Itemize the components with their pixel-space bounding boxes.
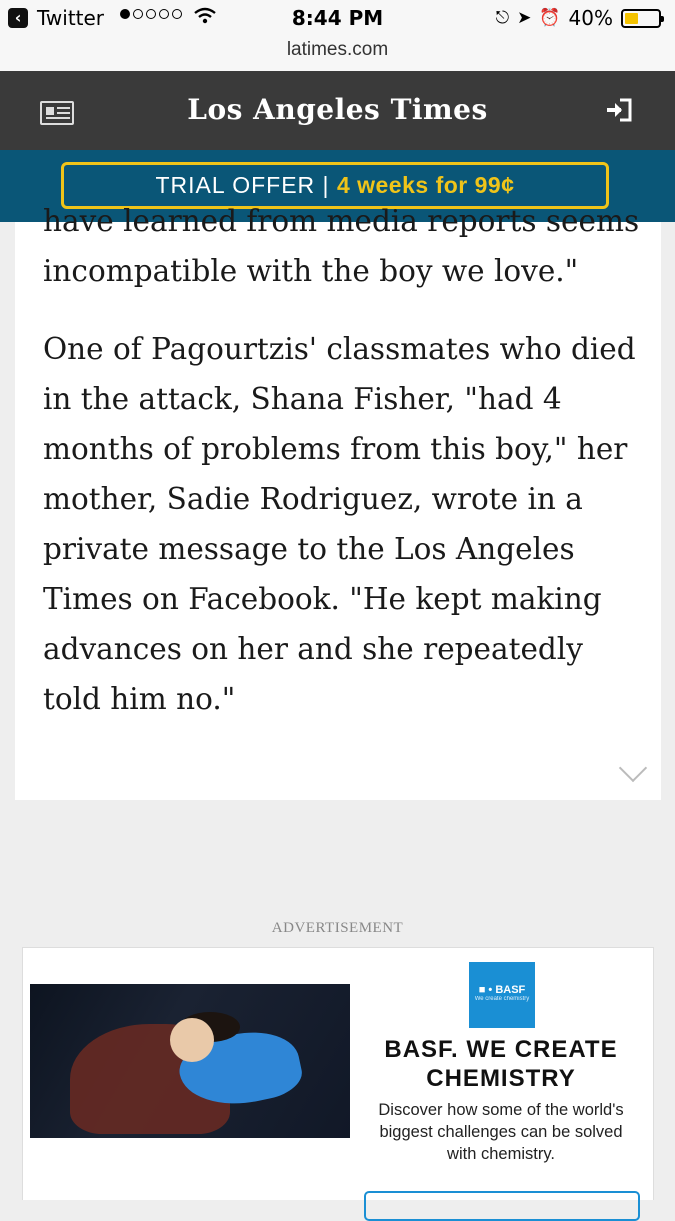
location-icon: ➤ <box>517 8 532 28</box>
basf-logo-text: ■ • BASF <box>478 984 526 996</box>
basf-logo-tagline: We create chemistry <box>474 996 530 1002</box>
advertisement-card[interactable] <box>22 947 654 1200</box>
ad-body-text: Discover how some of the world's biggest challenges can be solved with chemistry. <box>378 1101 624 1163</box>
article-paragraph: One of Pagourtzis' classmates who died in the attack, Shana Fisher, "had 4 months of problems from this boy," her mother, Sadie Rodriguez, wrote in a private message to the Los Angeles Times on Facebook. "He kept making advances on her and she repeatedly told him no." <box>43 332 636 716</box>
rotation-lock-icon: ⎋ <box>495 8 510 28</box>
ad-photo[interactable] <box>30 984 350 1138</box>
url-text[interactable]: latimes.com <box>286 39 389 60</box>
article-partial-line: have learned from media reports seems <box>43 204 640 238</box>
alarm-icon: ⏰ <box>539 8 561 28</box>
article-paragraph: incompatible with the boy we love." <box>43 254 579 288</box>
chevron-down-icon[interactable] <box>619 754 647 782</box>
clock: 8:44 PM <box>291 6 384 30</box>
battery-level <box>625 13 638 24</box>
back-to-app-label[interactable]: Twitter <box>37 6 105 30</box>
advertisement-label: ADVERTISEMENT <box>271 920 404 936</box>
trial-deal: 4 weeks for 99¢ <box>336 172 515 198</box>
site-logo[interactable]: Los Angeles Times <box>187 93 488 126</box>
article-body <box>15 204 661 800</box>
address-bar[interactable] <box>0 36 675 71</box>
trial-separator: | <box>315 172 337 198</box>
site-header <box>0 71 675 150</box>
battery-icon <box>621 9 661 28</box>
battery-percent: 40% <box>568 6 613 30</box>
status-bar <box>0 0 675 36</box>
basf-logo[interactable] <box>469 962 535 1028</box>
trial-offer-label: TRIAL OFFER <box>155 172 316 198</box>
back-arrow-icon[interactable]: ‹ <box>8 8 28 28</box>
ad-headline[interactable]: BASF. WE CREATE CHEMISTRY <box>384 1036 618 1092</box>
ad-cta-button[interactable] <box>364 1191 640 1221</box>
sign-in-icon[interactable] <box>605 97 633 123</box>
